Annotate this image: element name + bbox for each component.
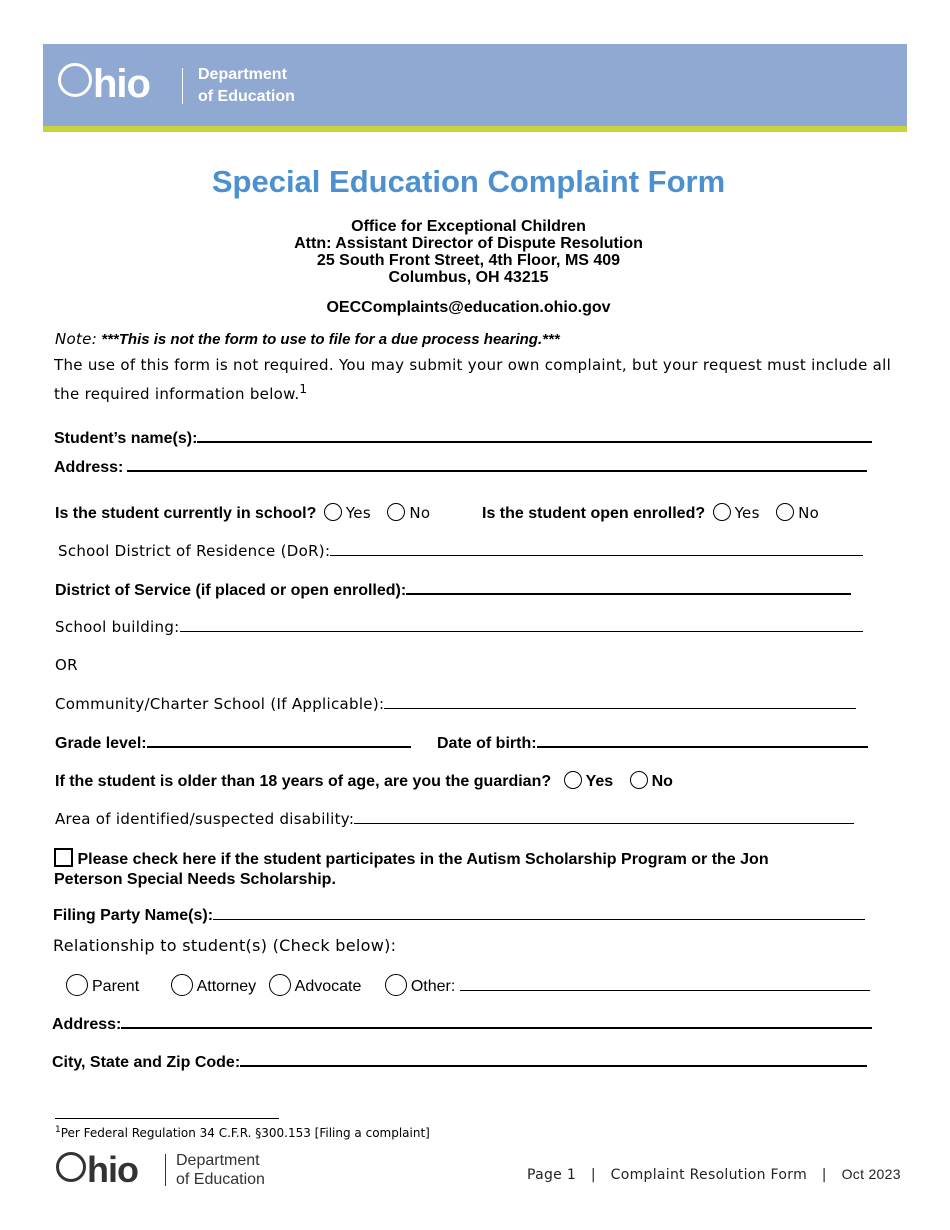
address-row (54, 456, 867, 477)
other-radio[interactable] (385, 974, 407, 996)
disability-row (55, 809, 854, 828)
guardian-row (55, 771, 673, 791)
open-enrolled-question: Is the student open enrolled? (482, 505, 706, 522)
address-label: Address: (54, 459, 124, 476)
or-text: OR (55, 656, 78, 674)
office-email[interactable]: OECComplaints@education.ohio.gov (326, 299, 611, 316)
guardian-question: If the student is older than 18 years of age, are you the guardian? (55, 773, 552, 790)
district-service-label: District of Service (if placed or open enrolled): (55, 582, 407, 599)
note-label: Note: (55, 330, 98, 348)
filing-party-input[interactable] (213, 905, 865, 920)
filing-address-row (52, 1013, 872, 1034)
school-building-input[interactable] (180, 617, 863, 632)
guardian-yes-label: Yes (585, 773, 614, 790)
note-body-2: the required information below.$^1$ (54, 382, 308, 403)
scholarship-text-2: Peterson Special Needs Scholarship. (54, 871, 336, 888)
parent-radio[interactable] (66, 974, 88, 996)
in-school-row (55, 503, 430, 523)
dept-name: Department of Education (198, 66, 295, 105)
open-enrolled-yes-label: Yes (734, 504, 760, 522)
grade-row (55, 732, 411, 753)
dor-input[interactable] (330, 541, 863, 556)
attorney-label: Attorney (196, 978, 257, 995)
district-service-input[interactable] (406, 579, 851, 595)
in-school-yes-label: Yes (345, 504, 371, 522)
city-label: City, State and Zip Code: (52, 1054, 241, 1071)
scholarship-row (54, 848, 769, 869)
charter-input[interactable] (384, 694, 856, 709)
note-warning: ***This is not the form to use to file for a due process hearing.*** (101, 331, 560, 348)
ohio-logo: hio (58, 62, 150, 106)
relationship-label: Relationship to student(s) (Check below): (53, 936, 397, 955)
other-input[interactable] (460, 976, 870, 991)
footer-ohio-logo-ring (56, 1152, 86, 1182)
in-school-question: Is the student currently in school? (55, 505, 317, 522)
dor-label: School District of Residence (DoR): (58, 542, 331, 560)
office-line-2: Attn: Assistant Director of Dispute Resolution (294, 235, 643, 252)
grade-label: Grade level: (55, 735, 147, 752)
header-banner (43, 44, 907, 126)
filing-party-row (53, 905, 865, 925)
grade-input[interactable] (147, 732, 411, 748)
district-service-row (55, 579, 851, 600)
school-building-row (55, 617, 863, 636)
office-line-3: 25 South Front Street, 4th Floor, MS 409 (316, 252, 621, 269)
note-body-1: The use of this form is not required. You may submit your own complaint, but your request must include all (54, 356, 892, 374)
footer-dept-name: Department of Education (176, 1152, 265, 1188)
footer-page: Page 1 (527, 1167, 577, 1183)
office-line-4: Columbus, OH 43215 (388, 269, 549, 286)
student-name-label: Student’s name(s): (54, 430, 198, 447)
page-title: Special Education Complaint Form (211, 164, 726, 199)
scholarship-checkbox[interactable] (54, 848, 73, 867)
in-school-no-radio[interactable] (387, 503, 405, 521)
school-building-label: School building: (55, 618, 180, 636)
disability-label: Area of identified/suspected disability: (55, 810, 355, 828)
note-line (55, 330, 560, 348)
footer-date: Oct 2023 (841, 1166, 901, 1182)
other-label: Other: (410, 978, 456, 995)
guardian-no-label: No (651, 773, 673, 790)
charter-label: Community/Charter School (If Applicable): (55, 695, 385, 713)
dob-label: Date of birth: (437, 735, 537, 752)
filing-address-label: Address: (52, 1016, 122, 1033)
footer-form-name: Complaint Resolution Form (610, 1167, 808, 1183)
city-row (52, 1051, 867, 1072)
footer-page-info: Page 1 | Complaint Resolution Form | Oct 2023 (527, 1166, 901, 1183)
filing-party-label: Filing Party Name(s): (53, 907, 214, 924)
student-name-input[interactable] (197, 427, 872, 443)
dob-row (437, 732, 868, 753)
open-enrolled-no-label: No (798, 504, 820, 522)
open-enrolled-yes-radio[interactable] (713, 503, 731, 521)
in-school-no-label: No (409, 504, 431, 522)
in-school-yes-radio[interactable] (324, 503, 342, 521)
disability-input[interactable] (354, 809, 854, 824)
student-name-row (54, 427, 872, 448)
logo-divider (182, 68, 183, 104)
advocate-radio[interactable] (269, 974, 291, 996)
ohio-logo-ring (58, 63, 92, 97)
filing-address-input[interactable] (121, 1013, 872, 1029)
scholarship-text-1: Please check here if the student participates in the Autism Scholarship Program or the Jon (77, 851, 769, 868)
footnote-divider (55, 1118, 279, 1119)
dob-input[interactable] (537, 732, 868, 748)
office-line-1: Office for Exceptional Children (351, 218, 586, 235)
address-input[interactable] (127, 456, 867, 472)
open-enrolled-no-radio[interactable] (776, 503, 794, 521)
guardian-yes-radio[interactable] (564, 771, 582, 789)
footnote-number: 1 (55, 1125, 61, 1135)
relationship-options (66, 974, 870, 996)
charter-row (55, 694, 856, 713)
header-accent-line (43, 126, 907, 132)
advocate-label: Advocate (294, 978, 362, 995)
footnote: $^1$Per Federal Regulation 34 C.F.R. §300.153 [Filing a complaint] (55, 1125, 430, 1140)
footer-ohio-logo: hio (56, 1150, 138, 1190)
city-input[interactable] (240, 1051, 867, 1067)
parent-label: Parent (92, 978, 140, 995)
footnote-ref: 1 (299, 382, 308, 396)
dor-row (58, 541, 863, 560)
guardian-no-radio[interactable] (630, 771, 648, 789)
footer-logo-divider (165, 1154, 166, 1186)
open-enrolled-row (482, 503, 819, 523)
attorney-radio[interactable] (171, 974, 193, 996)
